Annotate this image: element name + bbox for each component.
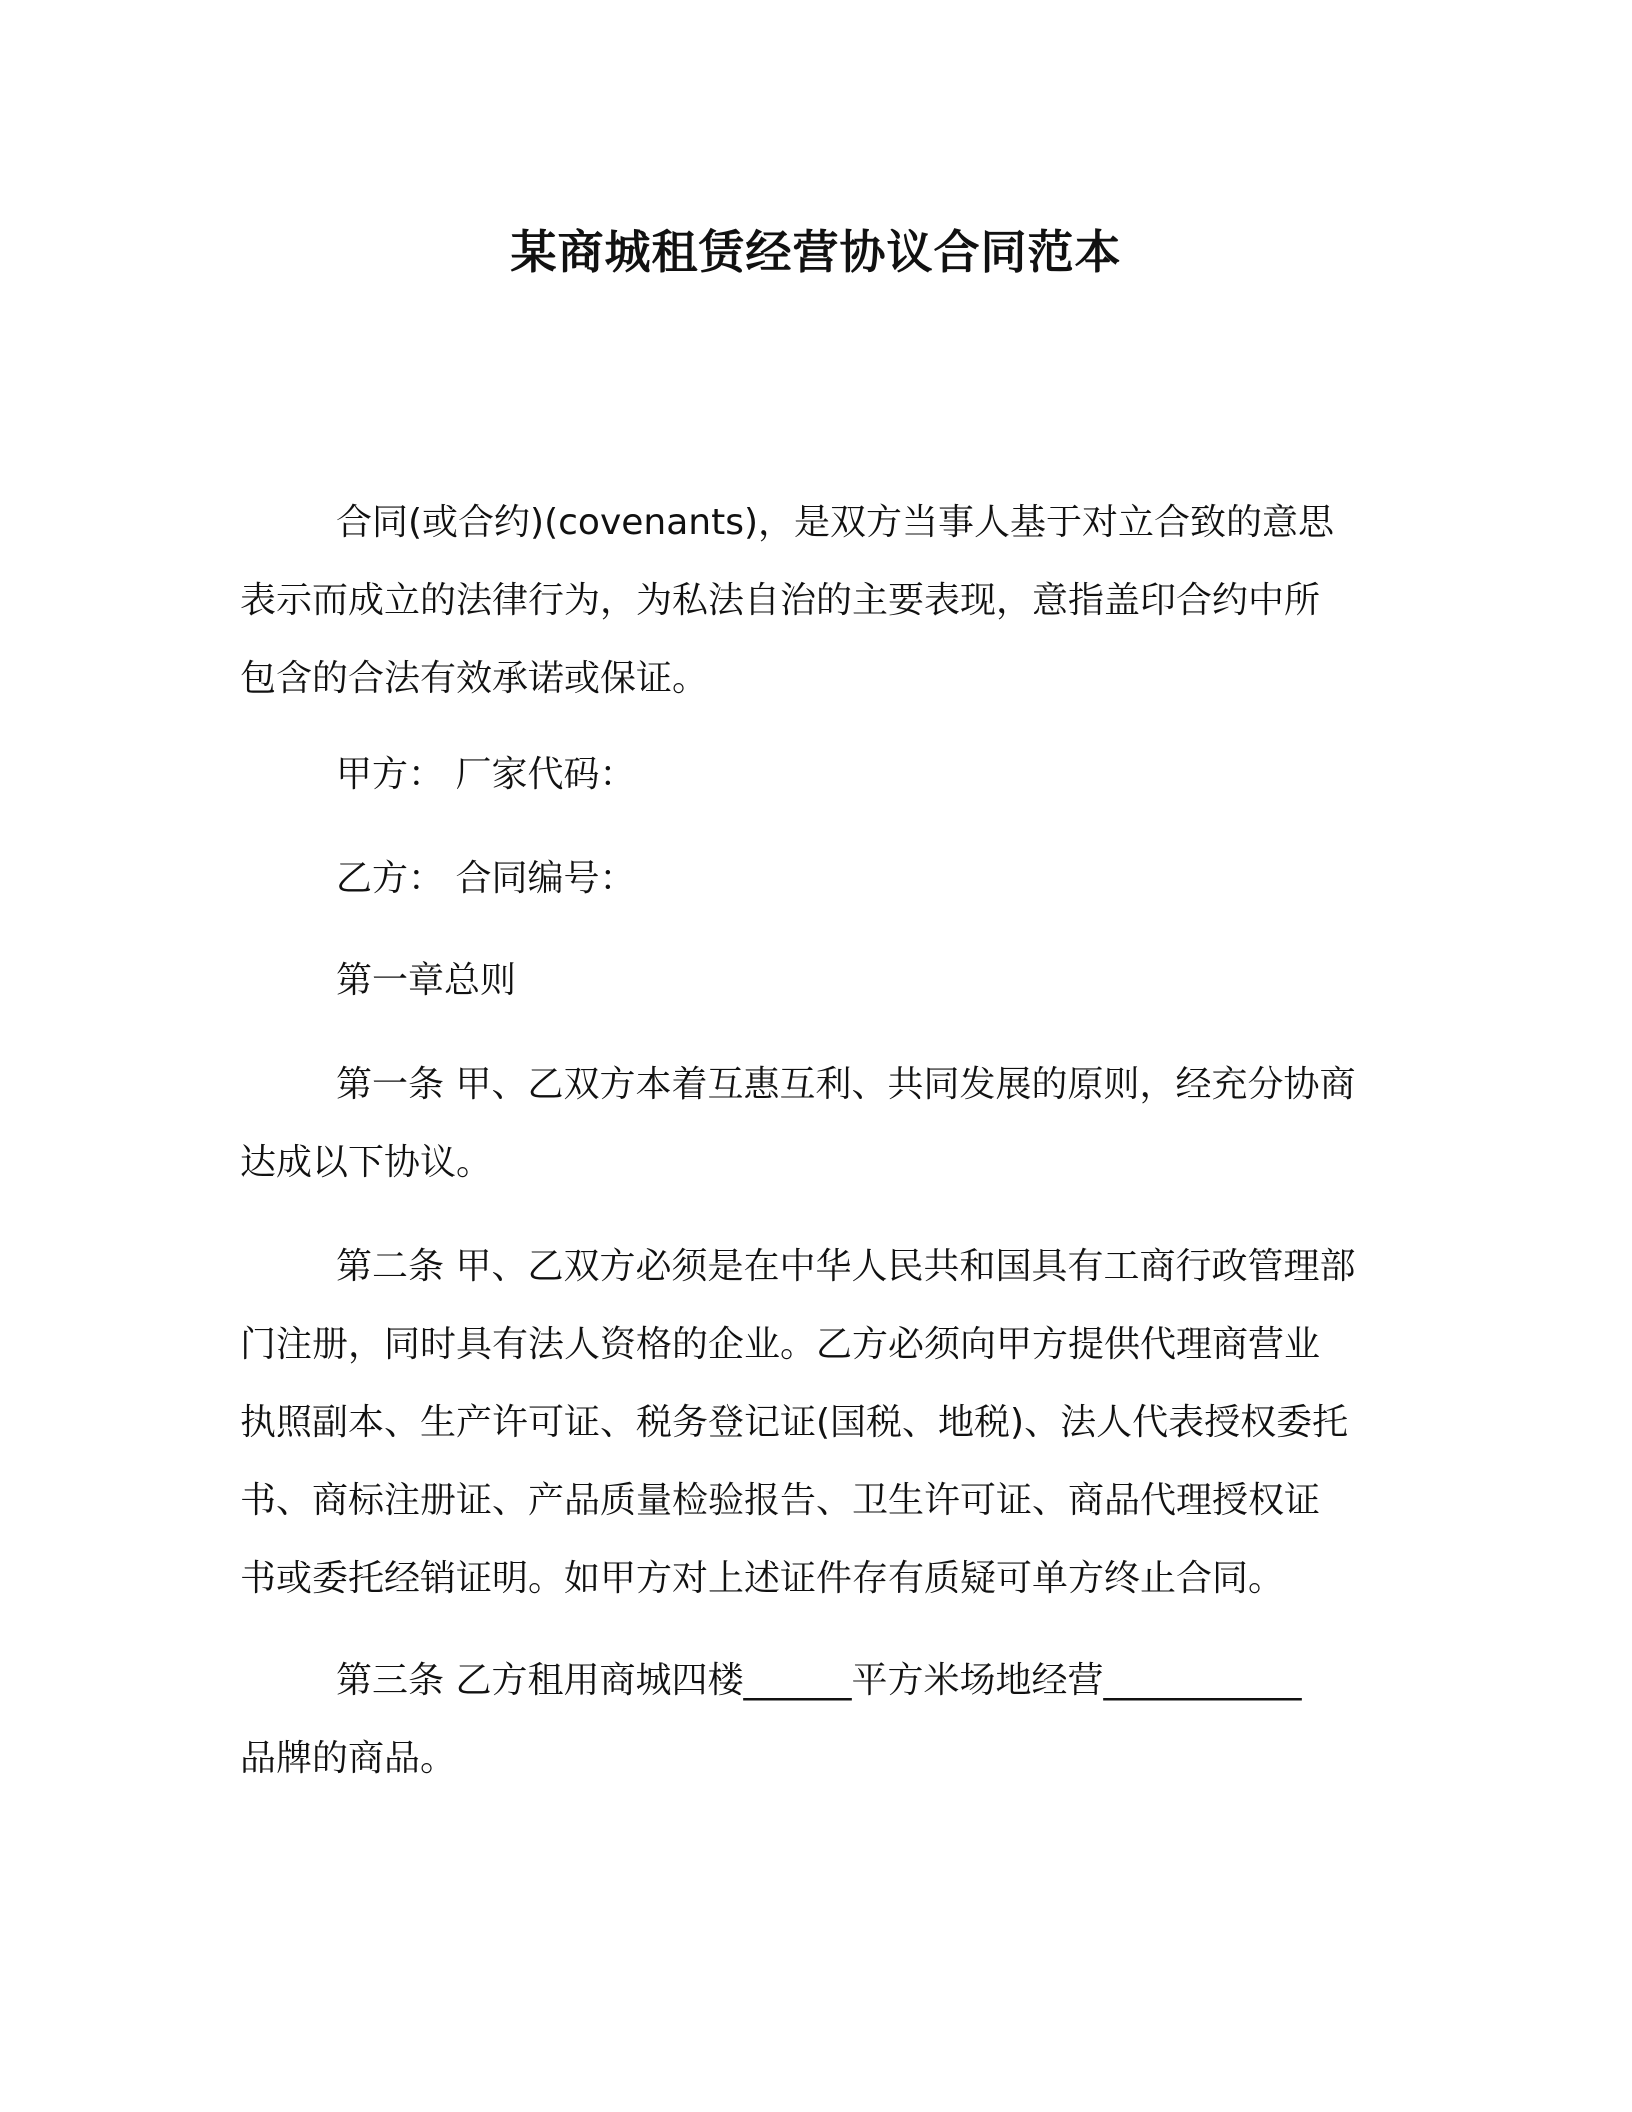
- paragraph-line: 执照副本、生产许可证、税务登记证(国税、地税)、法人代表授权委托: [240, 1402, 1349, 1443]
- party-b-line: [240, 840, 1390, 918]
- article-1: [240, 1046, 1390, 1202]
- paragraph-line: 书或委托经销证明。如甲方对上述证件存有质疑可单方终止合同。: [240, 1558, 1285, 1599]
- intro-paragraph: [240, 484, 1390, 718]
- party-a-line: [240, 736, 1390, 814]
- paragraph-line: 门注册，同时具有法人资格的企业。乙方必须向甲方提供代理商营业: [240, 1324, 1321, 1365]
- paragraph-line: 包含的合法有效承诺或保证。: [240, 658, 709, 699]
- paragraph-line: 第一章总则: [336, 960, 517, 1001]
- paragraph-line: 第一条 甲、乙双方本着互惠互利、共同发展的原则，经充分协商: [336, 1064, 1356, 1105]
- paragraph-line: 品牌的商品。: [240, 1738, 457, 1779]
- chapter-heading: [240, 942, 1390, 1020]
- paragraph-line: 第二条 甲、乙双方必须是在中华人民共和国具有工商行政管理部: [336, 1246, 1356, 1287]
- paragraph-line: 第三条 乙方租用商城四楼______平方米场地经营___________: [336, 1660, 1302, 1701]
- paragraph-line: 甲方： 厂家代码：: [336, 754, 636, 795]
- paragraph-line: 书、商标注册证、产品质量检验报告、卫生许可证、商品代理授权证: [240, 1480, 1321, 1521]
- paragraph-line: 达成以下协议。: [240, 1142, 493, 1183]
- document-title: 某商城租赁经营协议合同范本: [510, 225, 1122, 279]
- article-3: [240, 1642, 1390, 1798]
- paragraph-line: 表示而成立的法律行为，为私法自治的主要表现，意指盖印合约中所: [240, 580, 1321, 621]
- paragraph-line: 合同(或合约)(covenants)，是双方当事人基于对立合致的意思: [336, 502, 1335, 543]
- paragraph-line: 乙方： 合同编号：: [336, 858, 636, 899]
- article-2: [240, 1228, 1390, 1618]
